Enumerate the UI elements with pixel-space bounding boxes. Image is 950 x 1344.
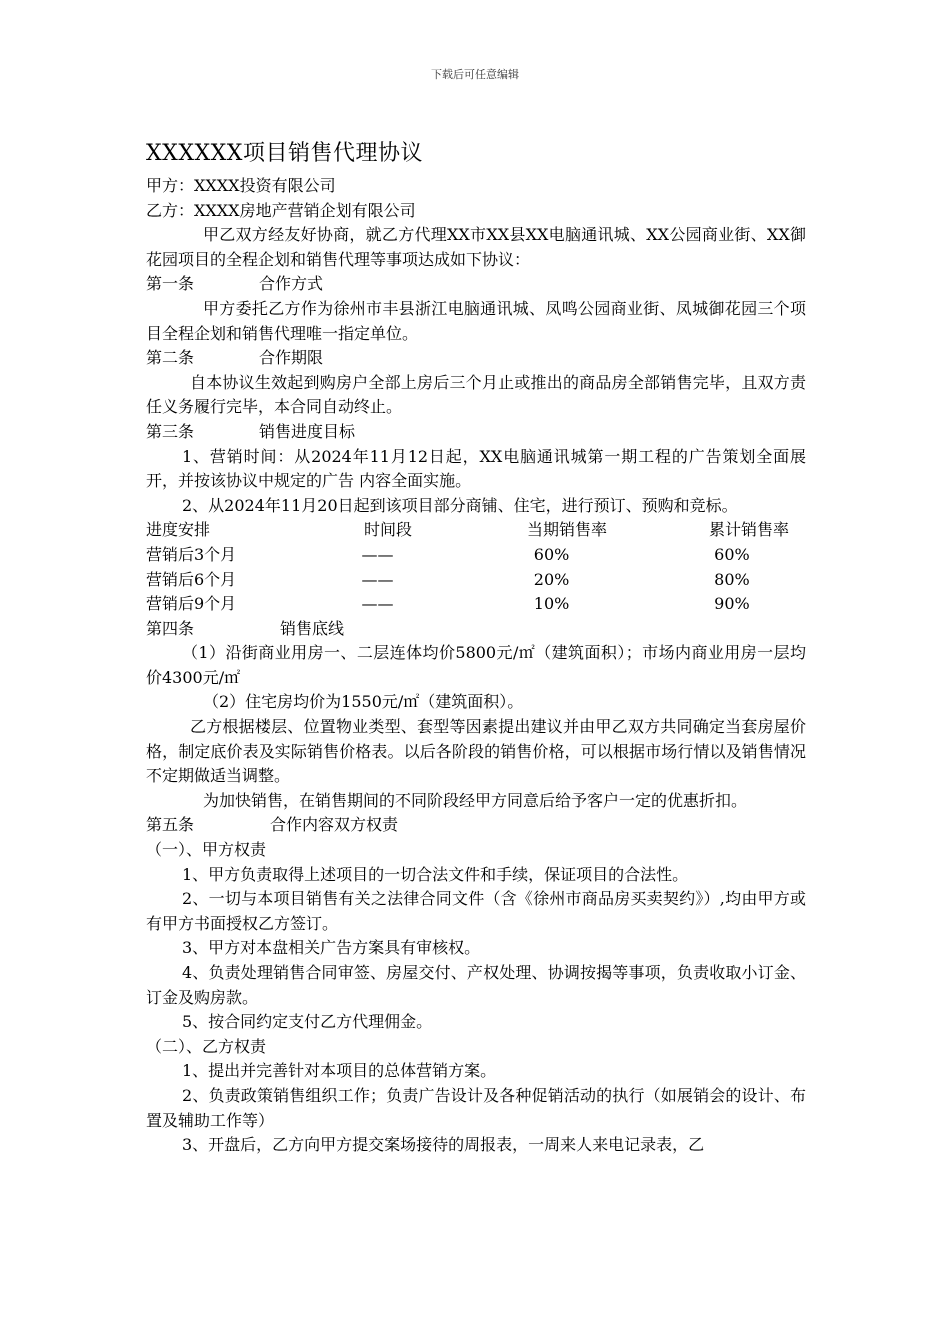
article-4-item-2: （2）住宅房均价为1550元/㎡（建筑面积）。 bbox=[203, 692, 524, 712]
schedule-cell: 营销后6个月 bbox=[146, 569, 237, 589]
sales-schedule-table bbox=[146, 518, 806, 616]
schedule-cell: 80% bbox=[714, 569, 750, 589]
party-a: 甲方：XXXX投资有限公司 bbox=[146, 176, 336, 195]
schedule-cell: 10% bbox=[533, 594, 570, 614]
party-a-duty-item: 5、按合同约定支付乙方代理佣金。 bbox=[182, 1012, 433, 1032]
party-b: 乙方：XXXX房地产营销企划有限公司 bbox=[146, 200, 416, 220]
article-2-text: 自本协议生效起到购房户全部上房后三个月止或推出的商品房全部销售完毕，且双方责任义务履行完毕，本合同自动终止。 bbox=[146, 372, 806, 417]
schedule-header-cell: 时间段 bbox=[364, 520, 413, 540]
intro-paragraph: 甲乙双方经友好协商，就乙方代理XX市XX县XX电脑通讯城、XX公园商业街、XX御花园项目的全程企划和销售代理等事项达成如下协议： bbox=[146, 225, 806, 269]
party-b-duty-item: 1、提出并完善针对本项目的总体营销方案。 bbox=[182, 1061, 497, 1081]
schedule-header-row bbox=[146, 518, 806, 543]
article-3-item-2: 2、从2024年11月20日起到该项目部分商铺、住宅，进行预订、预购和竞标。 bbox=[182, 495, 738, 515]
party-b-duty-item: 2、负责政策销售组织工作；负责广告设计及各种促销活动的执行（如展销会的设计、布置及辅助工作等） bbox=[146, 1085, 806, 1130]
party-a-duty-item: 4、负责处理销售合同审签、房屋交付、产权处理、协调按揭等事项，负责收取小订金、订金及购房款。 bbox=[146, 963, 806, 1007]
schedule-row bbox=[146, 543, 806, 568]
schedule-cell: 60% bbox=[714, 544, 750, 564]
article-4-paragraph-2: 为加快销售，在销售期间的不同阶段经甲方同意后给予客户一定的优惠折扣。 bbox=[203, 790, 748, 810]
party-a-duty-item: 2、一切与本项目销售有关之法律合同文件（含《徐州市商品房买卖契约》）,均由甲方或有甲方书面授权乙方签订。 bbox=[146, 889, 806, 933]
party-b-duties-heading: （二）、乙方权责 bbox=[146, 1036, 267, 1056]
schedule-cell: 60% bbox=[533, 544, 570, 564]
party-b-duty-item: 3、开盘后，乙方向甲方提交案场接待的周报表，一周来人来电记录表，乙 bbox=[182, 1135, 705, 1155]
schedule-header-cell: 进度安排 bbox=[146, 520, 211, 540]
article-3-heading: 第三条 销售进度目标 bbox=[146, 421, 356, 441]
document-body bbox=[146, 174, 806, 1158]
schedule-cell: —— bbox=[361, 594, 394, 614]
schedule-row bbox=[146, 568, 806, 593]
article-3-item-1: 1、营销时间：从2024年11月12日起，XX电脑通讯城第一期工程的广告策划全面展开，并按该协议中规定的广告 内容全面实施。 bbox=[146, 446, 806, 491]
schedule-cell: 20% bbox=[533, 569, 570, 589]
document-title: XXXXXX项目销售代理协议 bbox=[146, 141, 423, 166]
schedule-cell: 营销后9个月 bbox=[146, 594, 237, 614]
schedule-cell: —— bbox=[361, 544, 394, 564]
header-note: 下载后可任意编辑 bbox=[431, 68, 519, 81]
schedule-cell: —— bbox=[361, 569, 394, 589]
article-4-paragraph-1: 乙方根据楼层、位置物业类型、套型等因素提出建议并由甲乙双方共同确定当套房屋价格，制定底价表及实际销售价格表。以后各阶段的销售价格，可以根据市场行情以及销售情况不定期做适当调整。 bbox=[146, 717, 806, 786]
schedule-cell: 90% bbox=[714, 594, 750, 614]
article-1-text: 甲方委托乙方作为徐州市丰县浙江电脑通讯城、凤鸣公园商业街、凤城御花园三个项目全程企划和销售代理唯一指定单位。 bbox=[146, 298, 806, 343]
article-1-heading: 第一条 合作方式 bbox=[146, 274, 324, 294]
article-5-heading: 第五条 合作内容双方权责 bbox=[146, 815, 399, 835]
party-a-duty-item: 1、甲方负责取得上述项目的一切合法文件和手续，保证项目的合法性。 bbox=[182, 864, 689, 884]
article-4-item-1: （1）沿街商业用房一、二层连体均价5800元/㎡（建筑面积）；市场内商业用房一层均价4300元/㎡ bbox=[146, 643, 806, 687]
schedule-row bbox=[146, 592, 806, 617]
schedule-header-cell: 当期销售率 bbox=[527, 520, 608, 540]
article-4-heading: 第四条 销售底线 bbox=[146, 618, 345, 638]
schedule-header-cell: 累计销售率 bbox=[709, 520, 790, 540]
article-2-heading: 第二条 合作期限 bbox=[146, 348, 324, 368]
party-a-duty-item: 3、甲方对本盘相关广告方案具有审核权。 bbox=[182, 938, 481, 958]
party-a-duties-heading: （一）、甲方权责 bbox=[146, 840, 267, 860]
schedule-cell: 营销后3个月 bbox=[146, 544, 237, 564]
